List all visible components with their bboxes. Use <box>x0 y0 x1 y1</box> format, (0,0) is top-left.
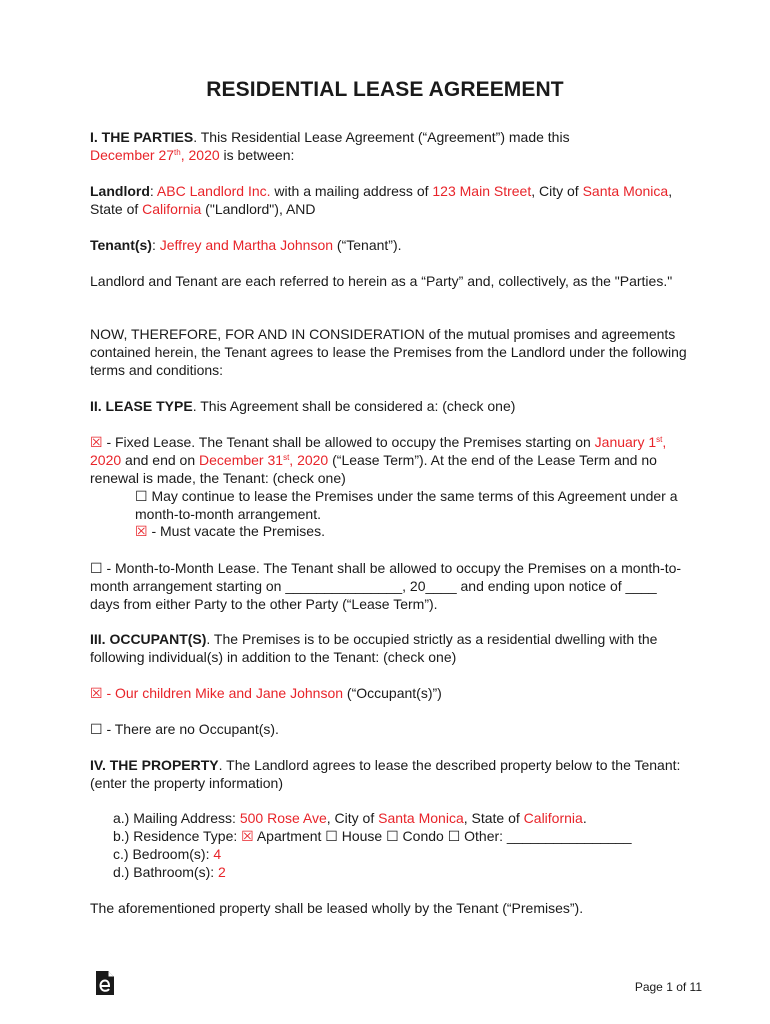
bedroom-count: 4 <box>213 846 222 862</box>
landlord-name: ABC Landlord Inc. <box>156 183 271 199</box>
page-number: Page 1 of 11 <box>634 980 702 994</box>
tenant-name: Jeffrey and Martha Johnson <box>159 237 334 253</box>
monthly-lease-checkbox[interactable]: ☐ <box>90 560 103 576</box>
eforms-logo-icon <box>95 970 115 996</box>
occupants-option-1: ☒ - Our children Mike and Jane Johnson (“Occupant(s)”) <box>90 685 442 701</box>
lease-type-paragraph: II. LEASE TYPE. This Agreement shall be considered a: (check one) <box>90 398 516 414</box>
landlord-city: Santa Monica <box>582 183 669 199</box>
property-street: 500 Rose Ave <box>239 810 327 826</box>
document-page <box>90 0 690 1024</box>
apartment-checkbox[interactable]: ☒ <box>241 828 254 844</box>
property-heading: IV. THE PROPERTY <box>90 757 219 773</box>
landlord-state: California <box>142 201 202 217</box>
continue-lease-checkbox[interactable]: ☐ <box>135 488 148 504</box>
property-mailing-address: a.) Mailing Address: 500 Rose Ave, City of Santa Monica, State of California. <box>113 810 587 826</box>
tenant-paragraph: Tenant(s): Jeffrey and Martha Johnson (“Tenant”). <box>90 237 402 253</box>
document-title: RESIDENTIAL LEASE AGREEMENT <box>206 78 564 101</box>
premises-paragraph: The aforementioned property shall be leased wholly by the Tenant (“Premises”). <box>90 900 584 916</box>
bathroom-count: 2 <box>218 864 226 880</box>
tenant-label: Tenant(s) <box>90 237 152 253</box>
occupants-option-2: ☐ - There are no Occupant(s). <box>90 721 279 737</box>
consideration-paragraph: NOW, THEREFORE, FOR AND IN CONSIDERATION of the mutual promises and agreements contained herein, the Tenant agrees to lease the Premises from the Landlord under the following terms and conditions: <box>90 326 687 378</box>
occupants-paragraph: III. OCCUPANT(S). The Premises is to be occupied strictly as a residential dwelling with the following individual(s) in addition to the Tenant: (check one) <box>90 631 658 665</box>
fixed-lease-paragraph: ☒ - Fixed Lease. The Tenant shall be allowed to occupy the Premises starting on January 1st, 2020 and end on December 31st, 2020 (“Lease Term”). At the end of the Lease Term and no renewal is made, the Tenant: (check one) <box>90 434 667 486</box>
occupant-names: - Our children Mike and Jane Johnson <box>102 685 344 701</box>
property-state: California <box>523 810 583 826</box>
parties-heading: I. THE PARTIES <box>90 129 194 145</box>
landlord-label: Landlord <box>90 183 150 199</box>
landlord-street: 123 Main Street <box>432 183 532 199</box>
no-occupants-checkbox[interactable]: ☐ <box>90 721 103 737</box>
occupants-heading: III. OCCUPANT(S) <box>90 631 207 647</box>
fixed-lease-checkbox[interactable]: ☒ <box>90 434 103 450</box>
party-definition-paragraph: Landlord and Tenant are each referred to herein as a “Party” and, collectively, as the "Parties." <box>90 273 673 289</box>
monthly-lease-paragraph: ☐ - Month-to-Month Lease. The Tenant shall be allowed to occupy the Premises on a month-to-month arrangement starting on _______________, 20____ and ending upon notice of ____ days from either Party to the other Party (“Lease Term”). <box>90 560 682 612</box>
property-bathrooms: d.) Bathroom(s): 2 <box>113 864 226 880</box>
vacate-option: ☒ - Must vacate the Premises. <box>135 523 325 539</box>
lease-end-date: December 31st, 2020 <box>199 452 329 468</box>
property-residence-type: b.) Residence Type: ☒ Apartment ☐ House ☐ Condo ☐ Other: ________________ <box>113 828 632 844</box>
occupants-checkbox[interactable]: ☒ <box>90 685 103 701</box>
parties-paragraph: I. THE PARTIES. This Residential Lease Agreement (“Agreement”) made this December 27th, 2020 is between: <box>90 129 570 163</box>
agreement-date: December 27th, 2020 <box>90 147 220 163</box>
month-to-month-option: ☐ May continue to lease the Premises under the same terms of this Agreement under a month-to-month arrangement. <box>135 488 678 522</box>
lease-type-heading: II. LEASE TYPE <box>90 398 193 414</box>
property-paragraph: IV. THE PROPERTY. The Landlord agrees to lease the described property below to the Tenant: (enter the property information) <box>90 757 681 791</box>
vacate-checkbox[interactable]: ☒ <box>135 523 148 539</box>
lease-start-date: January 1st, 2020 <box>90 434 667 468</box>
property-city: Santa Monica <box>378 810 464 826</box>
property-bedrooms: c.) Bedroom(s): 4 <box>113 846 222 862</box>
landlord-paragraph: Landlord: ABC Landlord Inc. with a mailing address of 123 Main Street, City of Santa Monica, State of California ("Landlord"), AND <box>90 183 673 217</box>
